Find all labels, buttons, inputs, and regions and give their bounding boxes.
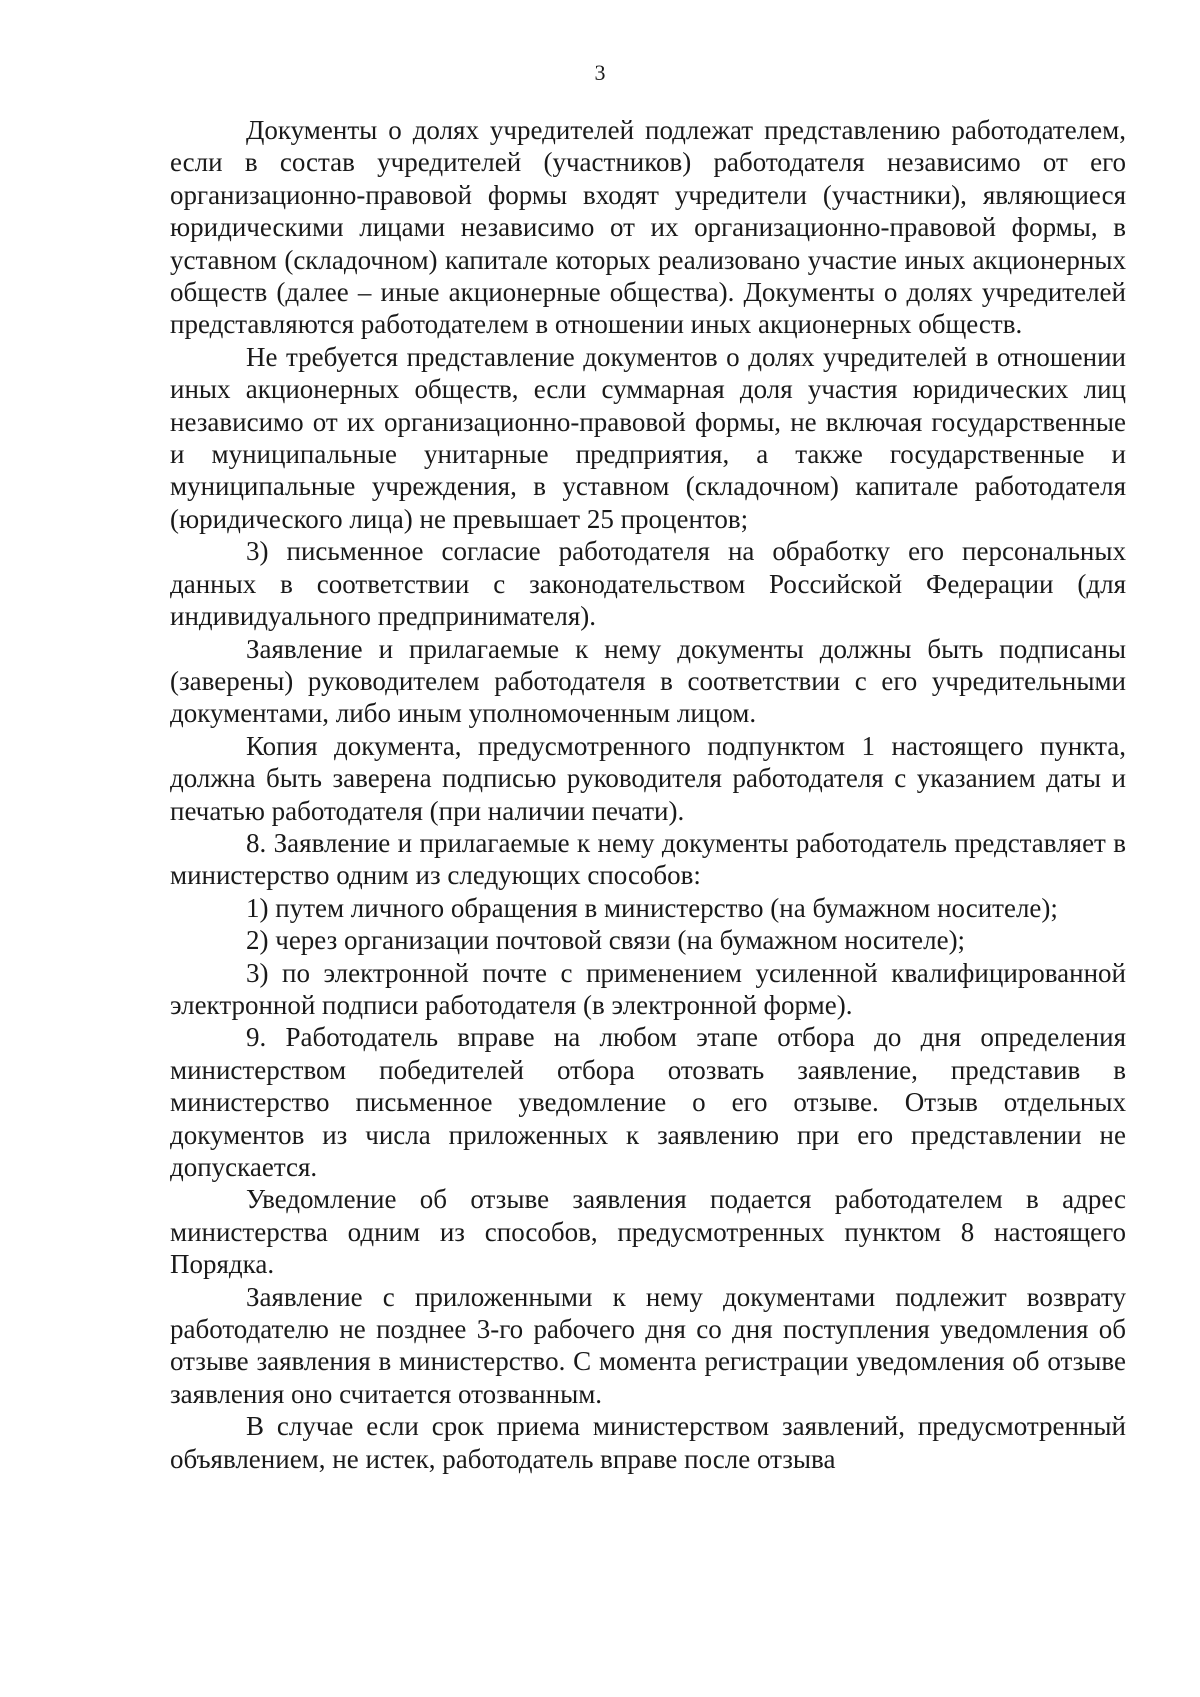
paragraph-method-3: 3) по электронной почте с применением усиленной квалифицированной электронной подписи работодателя (в электронной форме).: [170, 957, 1126, 1020]
paragraph-withdrawal-notice: Уведомление об отзыве заявления подается работодателем в адрес министерства одним из способов, предусмотренных пунктом 8 настоящего Порядка.: [170, 1184, 1126, 1280]
paragraph-item-3-consent: 3) письменное согласие работодателя на обработку его персональных данных в соответствии с законодательством Российской Федерации (для индивидуального предпринимателя).: [170, 536, 1126, 632]
paragraph-signing: Заявление и прилагаемые к нему документы должны быть подписаны (заверены) руководителем работодателя в соответствии с его учредительными документами, либо иным уполномоченным лицом.: [170, 633, 1126, 729]
paragraph-section-8: 8. Заявление и прилагаемые к нему документы работодатель представляет в министерство одним из следующих способов:: [170, 827, 1126, 891]
paragraph-founders-documents: Документы о долях учредителей подлежат представлению работодателем, если в состав учредителей (участников) работодателя независимо от его организационно-правовой формы входят учредители (участники), являющиеся юридическими лицами независимо от их организационно-правовой формы, в уставном (складочном) капитале которых реализовано участие иных акционерных обществ (далее – иные акционерные общества). Документы о долях учредителей представляются работодателем в отношении иных акционерных обществ.: [170, 115, 1126, 340]
paragraph-resubmission: В случае если срок приема министерством заявлений, предусмотренный объявлением, не истек, работодатель вправе после отзыва: [170, 1411, 1126, 1474]
paragraph-method-2: 2) через организации почтовой связи (на бумажном носителе);: [246, 925, 966, 956]
paragraph-not-required: Не требуется представление документов о долях учредителей в отношении иных акционерных обществ, если суммарная доля участия юридических лиц независимо от их организационно-правовой формы, не включая государственные и муниципальные унитарные предприятия, а также государственные и муниципальные учреждения, в уставном (складочном) капитале работодателя (юридического лица) не превышает 25 процентов;: [170, 341, 1126, 534]
paragraph-copy-certification: Копия документа, предусмотренного подпунктом 1 настоящего пункта, должна быть заверена подписью руководителя работодателя с указанием даты и печатью работодателя (при наличии печати).: [170, 730, 1126, 826]
paragraph-return: Заявление с приложенными к нему документами подлежит возврату работодателю не позднее 3-го рабочего дня со дня поступления уведомления об отзыве заявления в министерство. С момента регистрации уведомления об отзыве заявления оно считается отозванным.: [170, 1281, 1126, 1409]
paragraph-section-9: 9. Работодатель вправе на любом этапе отбора до дня определения министерством победителей отбора отозвать заявление, представив в министерство письменное уведомление о его отзыве. Отзыв отдельных документов из числа приложенных к заявлению при его представлении не допускается.: [170, 1022, 1126, 1182]
paragraph-method-1: 1) путем личного обращения в министерство (на бумажном носителе);: [246, 892, 1058, 923]
page-number: 3: [594, 60, 606, 85]
document-body: [170, 114, 1126, 1475]
